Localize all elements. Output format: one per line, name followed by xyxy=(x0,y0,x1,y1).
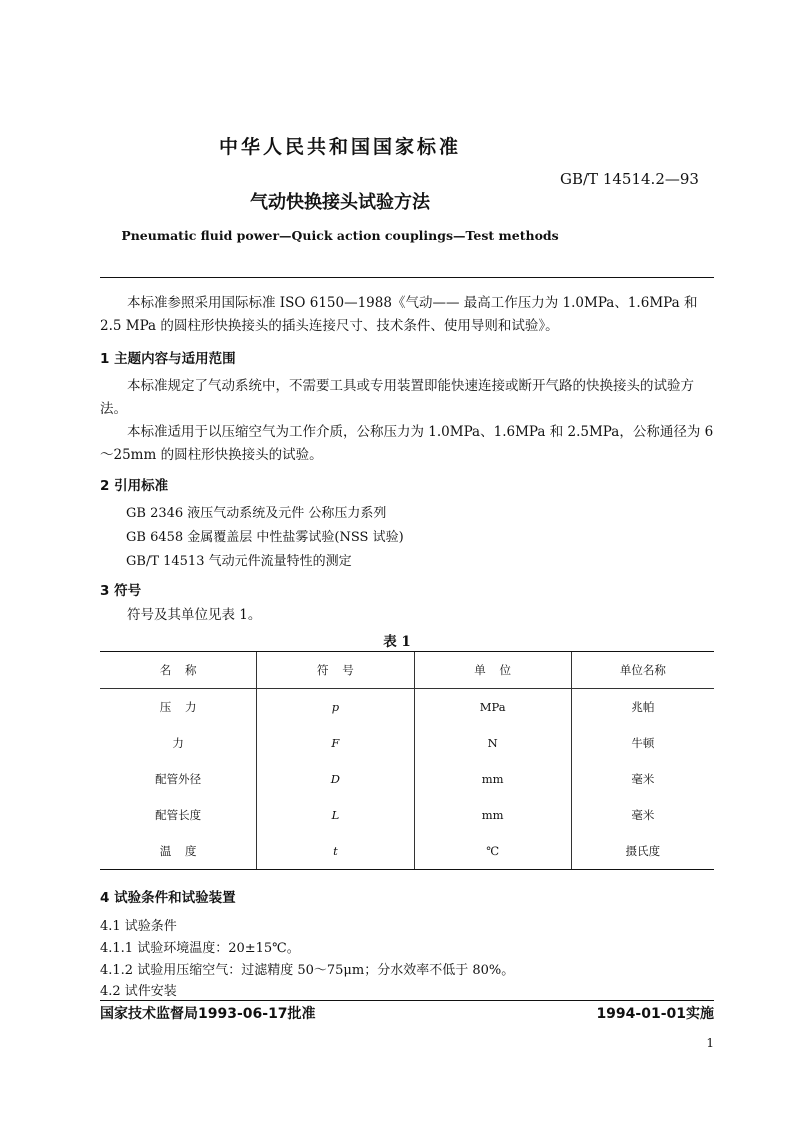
table-cell: L xyxy=(257,797,414,833)
reference-item: GB/T 14513 气动元件流量特性的测定 xyxy=(126,554,352,569)
table-cell: D xyxy=(257,761,414,797)
approval-date: 国家技术监督局1993-06-17批准 xyxy=(100,1006,316,1022)
table-cell: t xyxy=(257,833,414,870)
table-cell: mm xyxy=(414,797,571,833)
standard-code: GB/T 14514.2—93 xyxy=(560,170,699,188)
footer-divider xyxy=(100,1000,714,1001)
table-cell: 温度 xyxy=(100,833,257,870)
national-standard-title: 中华人民共和国国家标准 xyxy=(218,136,461,158)
table-cell: 毫米 xyxy=(571,797,714,833)
section-2-heading: 2 引用标准 xyxy=(100,478,169,494)
table-cell: 毫米 xyxy=(571,761,714,797)
document-title-cn: 气动快换接头试验方法 xyxy=(250,192,430,213)
table-cell: 兆帕 xyxy=(571,689,714,726)
section-1-heading: 1 主题内容与适用范围 xyxy=(100,351,236,367)
table-cell: MPa xyxy=(414,689,571,726)
subsection-item: 4.1 试验条件 xyxy=(100,919,177,934)
section-3-heading: 3 符号 xyxy=(100,583,142,599)
section-4-heading: 4 试验条件和试验装置 xyxy=(100,890,236,906)
document-title-en: Pneumatic fluid power—Quick action couplings—Test methods xyxy=(121,228,559,243)
table-row xyxy=(100,725,714,761)
table-header-cell: 符号 xyxy=(257,652,414,689)
table-row xyxy=(100,797,714,833)
table-row xyxy=(100,689,714,726)
table-cell: 配管长度 xyxy=(155,808,202,822)
reference-item: GB 2346 液压气动系统及元件 公称压力系列 xyxy=(126,506,387,521)
intro-paragraph: 本标准参照采用国际标准 ISO 6150—1988《气动—— 最高工作压力为 1.0MPa、1.6MPa 和 2.5 MPa 的圆柱形快换接头的插头连接尺寸、技术条件、使用导则和试验》。 xyxy=(100,295,698,334)
table-cell: 压力 xyxy=(159,700,211,714)
table-cell: 配管外径 xyxy=(155,772,202,786)
table-header-cell: 名称 xyxy=(100,652,257,689)
section-1-paragraph-2: 本标准适用于以压缩空气为工作介质，公称压力为 1.0MPa、1.6MPa 和 2.5MPa，公称通径为 6～25mm 的圆柱形快换接头的试验。 xyxy=(100,424,714,463)
table-row xyxy=(100,761,714,797)
subsection-item: 4.2 试件安装 xyxy=(100,984,177,999)
table-header-cell: 单位名称 xyxy=(571,652,714,689)
effective-date: 1994-01-01实施 xyxy=(596,1006,714,1022)
symbols-table xyxy=(100,651,714,870)
page-number: 1 xyxy=(706,1036,714,1050)
table-1-caption: 表 1 xyxy=(383,634,411,650)
table-cell: mm xyxy=(414,761,571,797)
table-cell: p xyxy=(257,689,414,726)
subsection-item: 4.1.2 试验用压缩空气：过滤精度 50～75μm；分水效率不低于 80%。 xyxy=(100,963,515,978)
subsection-item: 4.1.1 试验环境温度：20±15℃。 xyxy=(100,941,300,956)
table-header-cell: 单位 xyxy=(414,652,571,689)
table-cell: 摄氏度 xyxy=(571,833,714,870)
table-cell: ℃ xyxy=(414,833,571,870)
table-cell: 力 xyxy=(172,736,184,750)
header-divider xyxy=(100,277,714,278)
section-3-paragraph: 符号及其单位见表 1。 xyxy=(127,607,262,623)
table-cell: 牛顿 xyxy=(571,725,714,761)
table-cell: F xyxy=(257,725,414,761)
table-header-row xyxy=(100,652,714,689)
reference-item: GB 6458 金属覆盖层 中性盐雾试验(NSS 试验) xyxy=(126,530,404,545)
table-cell: N xyxy=(414,725,571,761)
table-row xyxy=(100,833,714,870)
section-1-paragraph-1: 本标准规定了气动系统中，不需要工具或专用装置即能快速连接或断开气路的快换接头的试验方法。 xyxy=(100,378,694,417)
